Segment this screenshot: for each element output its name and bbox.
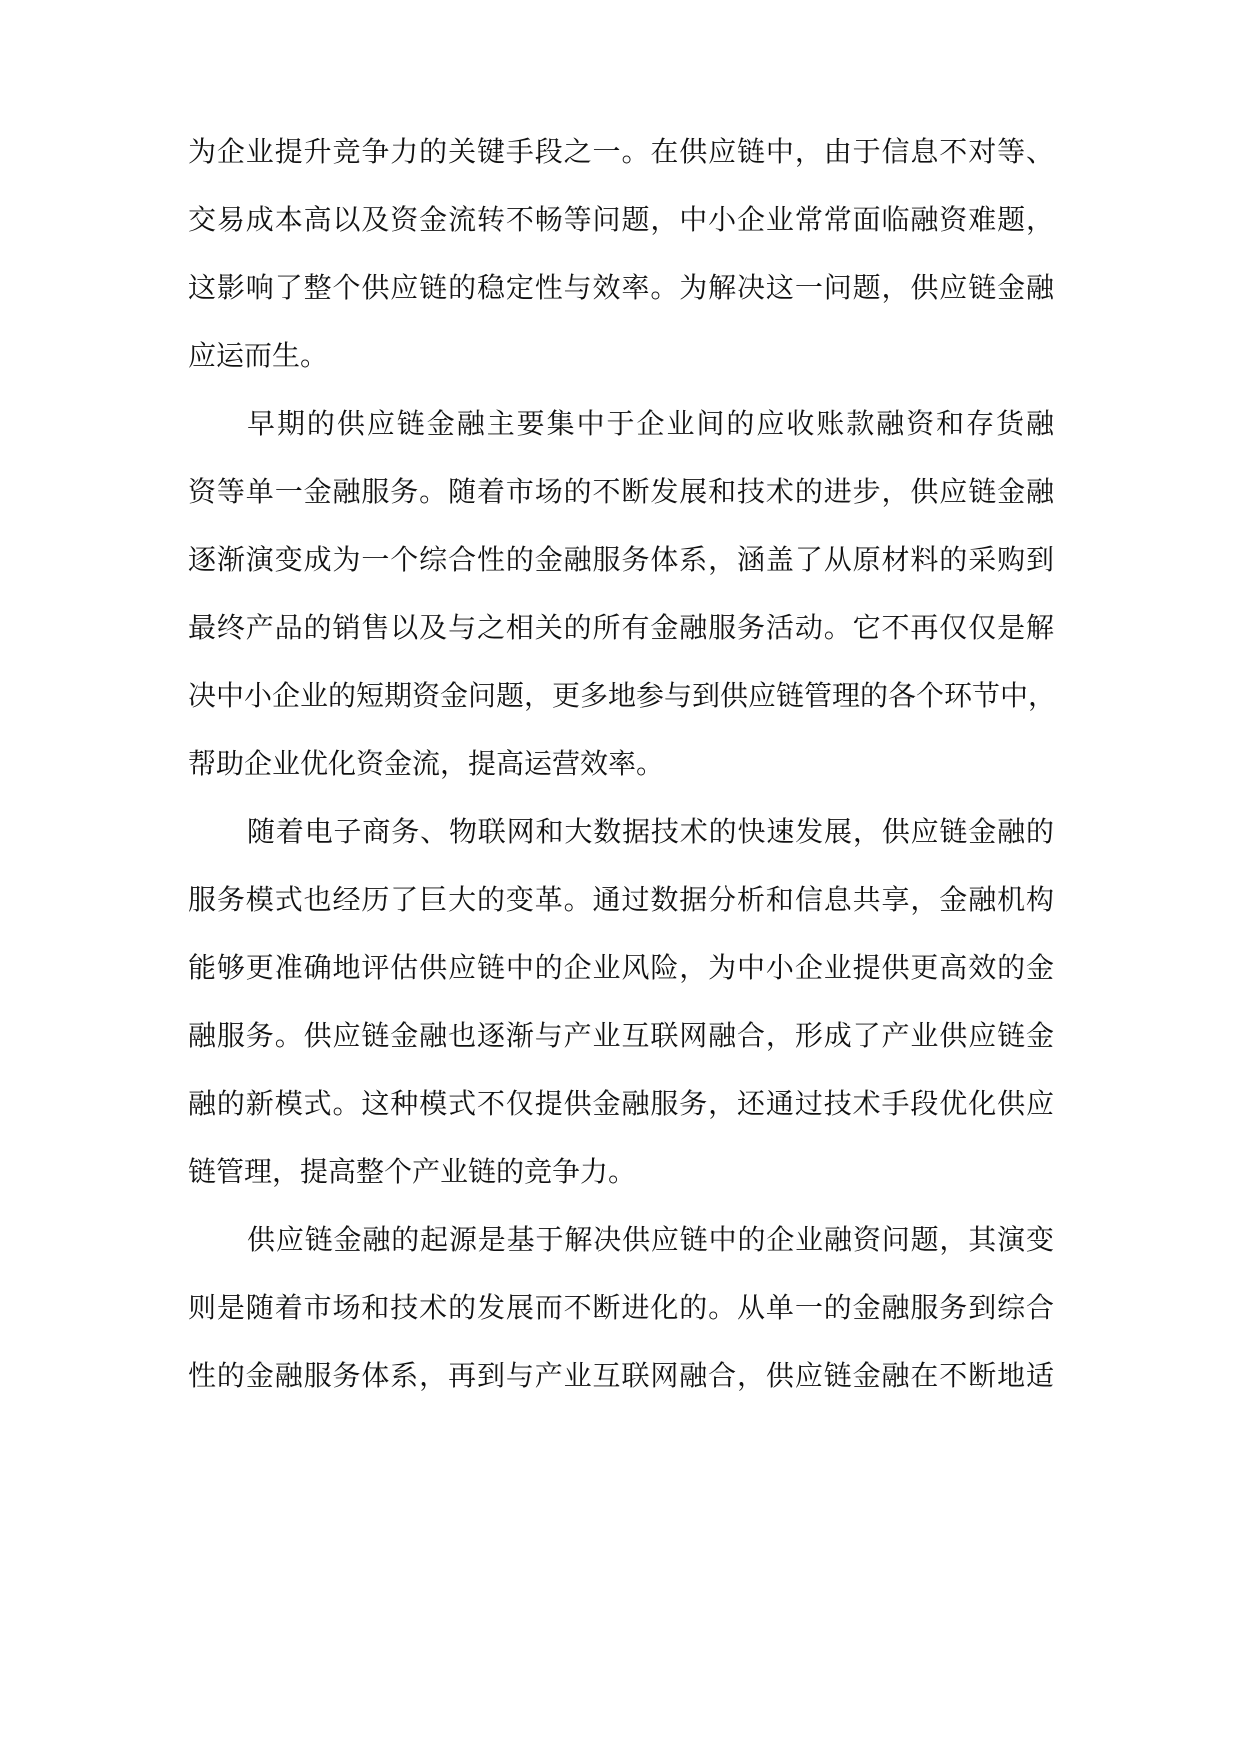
- text-line: 这影响了整个供应链的稳定性与效率。为解决这一问题，供应链金融: [188, 271, 1054, 304]
- text-line: 帮助企业优化资金流，提高运营效率。: [188, 747, 665, 780]
- text-line: 链管理，提高整个产业链的竞争力。: [188, 1155, 637, 1188]
- text-line: 服务模式也经历了巨大的变革。通过数据分析和信息共享，金融机构: [188, 883, 1054, 916]
- text-line: 应运而生。: [188, 339, 329, 372]
- text-line: 融的新模式。这种模式不仅提供金融服务，还通过技术手段优化供应: [188, 1087, 1054, 1120]
- text-line: 最终产品的销售以及与之相关的所有金融服务活动。它不再仅仅是解: [188, 611, 1054, 644]
- text-line: 资等单一金融服务。随着市场的不断发展和技术的进步，供应链金融: [188, 475, 1054, 508]
- text-line: 融服务。供应链金融也逐渐与产业互联网融合，形成了产业供应链金: [188, 1019, 1054, 1052]
- text-line: 交易成本高以及资金流转不畅等问题，中小企业常常面临融资难题，: [188, 203, 1054, 236]
- text-line: 为企业提升竞争力的关键手段之一。在供应链中，由于信息不对等、: [188, 135, 1054, 168]
- text-line: 逐渐演变成为一个综合性的金融服务体系，涵盖了从原材料的采购到: [188, 543, 1054, 576]
- text-line: 早期的供应链金融主要集中于企业间的应收账款融资和存货融: [247, 407, 1054, 440]
- text-line: 供应链金融的起源是基于解决供应链中的企业融资问题，其演变: [247, 1223, 1054, 1256]
- text-line: 则是随着市场和技术的发展而不断进化的。从单一的金融服务到综合: [188, 1291, 1054, 1324]
- text-line: 性的金融服务体系，再到与产业互联网融合，供应链金融在不断地适: [188, 1359, 1054, 1392]
- text-line: 随着电子商务、物联网和大数据技术的快速发展，供应链金融的: [247, 815, 1054, 848]
- text-line: 决中小企业的短期资金问题，更多地参与到供应链管理的各个环节中，: [188, 679, 1057, 712]
- text-line: 能够更准确地评估供应链中的企业风险，为中小企业提供更高效的金: [188, 951, 1054, 984]
